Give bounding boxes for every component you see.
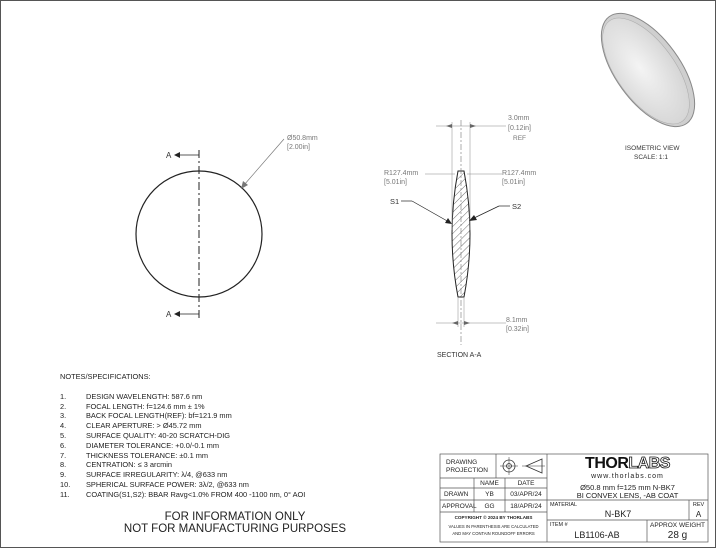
note-number: 3. xyxy=(60,411,67,421)
copyright: COPYRIGHT © 2024 BY THORLABS xyxy=(454,515,533,520)
note-number: 7. xyxy=(60,450,67,460)
drawn-date: 03/APR/24 xyxy=(510,491,542,498)
isometric-view xyxy=(583,0,712,161)
section-view xyxy=(384,115,536,359)
logo-thor: THOR xyxy=(585,455,629,472)
diameter-label-in: [2.00in] xyxy=(287,144,310,151)
edge-label: 8.1mm xyxy=(506,317,528,324)
approval-name: GG xyxy=(484,503,495,510)
projection-label: DRAWING PROJECTION xyxy=(446,459,488,474)
note-item xyxy=(60,470,305,480)
note-text: COATING(S1,S2): BBAR Ravg<1.0% FROM 400 -1100 nm, 0° AOI xyxy=(86,489,306,499)
r1-label-in: [5.01in] xyxy=(384,179,407,186)
note-text: CENTRATION: ≤ 3 arcmin xyxy=(86,460,173,470)
note-item xyxy=(60,441,305,451)
section-mark-top: A xyxy=(166,151,172,160)
note-item xyxy=(60,411,305,421)
s1-label: S1 xyxy=(390,197,400,206)
isometric-scale: SCALE: 1:1 xyxy=(634,154,668,161)
note-number: 11. xyxy=(60,489,70,499)
drawn-name: YB xyxy=(485,491,494,498)
s1-arrowhead xyxy=(445,218,452,224)
note-item xyxy=(60,451,305,461)
thickness-arrowhead-left xyxy=(446,124,452,128)
rev-value: A xyxy=(695,510,702,519)
s1-leader-b xyxy=(412,201,449,222)
section-arrowhead-top xyxy=(174,152,180,158)
note-text: SURFACE QUALITY: 40-20 SCRATCH-DIG xyxy=(86,430,231,440)
note-number: 6. xyxy=(60,440,67,450)
thickness-ref: REF xyxy=(513,135,526,142)
projection-symbol xyxy=(500,457,545,475)
logo-labs: LABS xyxy=(628,455,670,472)
description-line-1: Ø50.8 mm f=125 mm N-BK7 xyxy=(580,483,675,492)
thorlabs-logo xyxy=(547,455,708,472)
note-item xyxy=(60,460,305,470)
r1-label: R127.4mm xyxy=(384,170,419,177)
description-line-2: BI CONVEX LENS, -AB COAT xyxy=(576,491,679,500)
note-number: 9. xyxy=(60,470,67,480)
item-label: ITEM # xyxy=(550,522,568,528)
note-text: SPHERICAL SURFACE POWER: 3λ/2, @633 nm xyxy=(86,479,249,489)
edge-label-in: [0.32in] xyxy=(506,326,529,333)
s2-label: S2 xyxy=(512,202,522,211)
section-arrowhead-bottom xyxy=(174,311,180,317)
note-item xyxy=(60,431,305,441)
col-date-header: DATE xyxy=(517,480,535,487)
note-item xyxy=(60,480,305,490)
r2-label: R127.4mm xyxy=(502,170,537,177)
notes-title: NOTES/SPECIFICATIONS: xyxy=(60,372,151,381)
drawn-label: DRAWN xyxy=(444,491,469,498)
weight-value: 28 g xyxy=(667,530,688,541)
material-value: N-BK7 xyxy=(604,509,632,519)
note-item xyxy=(60,392,305,402)
isometric-title: ISOMETRIC VIEW xyxy=(625,145,680,152)
material-label: MATERIAL xyxy=(550,502,578,508)
approval-label: APPROVAL xyxy=(442,503,477,510)
item-number: LB1106-AB xyxy=(574,530,620,540)
note-text: FOCAL LENGTH: f=124.6 mm ± 1% xyxy=(86,401,205,411)
note-text: THICKNESS TOLERANCE: ±0.1 mm xyxy=(86,450,209,460)
diameter-label: Ø50.8mm xyxy=(287,135,318,142)
front-view xyxy=(136,135,318,319)
r2-label-in: [5.01in] xyxy=(502,179,525,186)
note-number: 4. xyxy=(60,421,67,431)
weight-label: APPROX WEIGHT xyxy=(650,522,705,529)
note-text: DIAMETER TOLERANCE: +0.0/-0.1 mm xyxy=(86,440,219,450)
note-number: 10. xyxy=(60,479,71,489)
info-banner xyxy=(100,511,370,535)
note-text: CLEAR APERTURE: > Ø45.72 mm xyxy=(86,421,202,431)
note-item xyxy=(60,421,305,431)
note-item xyxy=(60,490,305,500)
note-number: 5. xyxy=(60,430,67,440)
disclaimer-line-2: AND MAY CONTAIN ROUNDOFF ERRORS xyxy=(452,531,535,536)
note-text: BACK FOCAL LENGTH(REF): bf=121.9 mm xyxy=(86,411,232,421)
note-number: 1. xyxy=(60,391,67,401)
website: www.thorlabs.com xyxy=(591,473,664,480)
note-text: DESIGN WAVELENGTH: 587.6 nm xyxy=(86,391,203,401)
edge-arrowhead-right xyxy=(464,321,470,325)
thickness-label-in: [0.12in] xyxy=(508,125,531,132)
diameter-leader-arrowhead xyxy=(241,181,248,189)
thickness-label: 3.0mm xyxy=(508,115,530,122)
thickness-arrowhead-right xyxy=(470,124,476,128)
section-title: SECTION A-A xyxy=(437,352,482,359)
notes-specifications xyxy=(60,372,305,500)
note-item xyxy=(60,402,305,412)
note-number: 8. xyxy=(60,460,67,470)
diameter-leader xyxy=(244,139,284,185)
banner-line-2: NOT FOR MANUFACTURING PURPOSES xyxy=(123,523,347,535)
s2-leader-b xyxy=(472,206,499,219)
section-mark-bottom: A xyxy=(166,310,172,319)
rev-label: REV xyxy=(692,502,705,508)
edge-arrowhead-left xyxy=(452,321,458,325)
col-name-header: NAME xyxy=(480,480,499,487)
banner-line-1: FOR INFORMATION ONLY xyxy=(164,511,306,523)
disclaimer-line-1: VALUES IN PARENTHESIS ARE CALCULATED xyxy=(448,524,539,529)
note-text: SURFACE IRREGULARITY: λ/4, @633 nm xyxy=(86,470,228,480)
notes-list xyxy=(60,392,305,500)
note-number: 2. xyxy=(60,401,67,411)
approval-date: 18/APR/24 xyxy=(510,503,542,510)
